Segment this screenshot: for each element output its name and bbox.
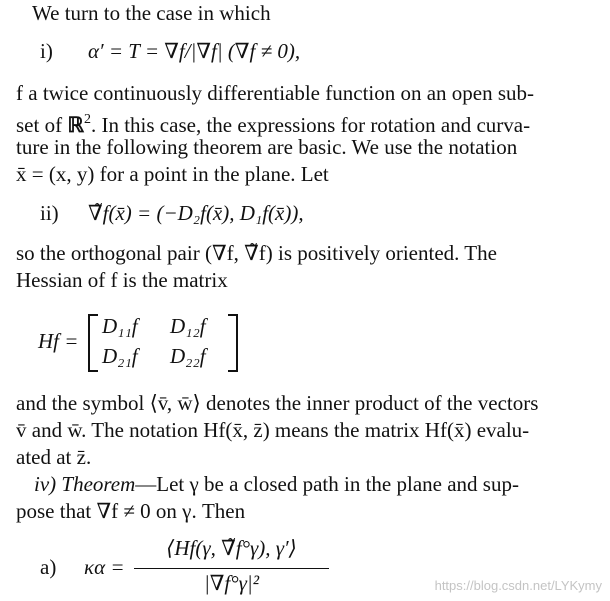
paragraph-line-9: ated at z̄.	[16, 445, 92, 469]
paragraph-line-1: f a twice continuously differentiable function on an open sub-	[16, 81, 535, 105]
equation-i-label: i)	[40, 39, 53, 63]
theorem-line-2: pose that ∇f ≠ 0 on γ. Then	[16, 499, 246, 523]
paragraph-line-2: set of ℝ$^2$. In this case, the expressions for rotation and curva-	[16, 112, 531, 137]
matrix-cell-21: D₂₁f	[102, 344, 138, 368]
fraction-denominator: |∇f°γ|²	[203, 571, 259, 595]
paragraph-line-8: v̄ and w̄. The notation Hf(x̄, z̄) means the matrix Hf(x̄) evalu-	[16, 418, 530, 442]
fraction-bar	[134, 568, 329, 569]
right-bracket	[228, 314, 238, 372]
equation-a-label: a)	[40, 555, 57, 579]
paragraph-line-7: and the symbol ⟨v̄, w̄⟩ denotes the inner product of the vectors	[16, 391, 539, 415]
hessian-matrix	[88, 314, 238, 368]
intro-line: We turn to the case in which	[32, 1, 271, 25]
left-bracket	[88, 314, 98, 372]
equation-ii-label: ii)	[40, 201, 59, 225]
paragraph-line-6: Hessian of f is the matrix	[16, 268, 228, 292]
matrix-cell-11: D₁₁f	[102, 314, 138, 338]
theorem-line-1: iv) Theorem—Let γ be a closed path in the plane and sup-	[34, 472, 519, 496]
curvature-fraction	[134, 536, 329, 596]
fraction-numerator: ⟨Hf(γ, ∇̃f°γ), γ′⟩	[166, 536, 297, 560]
theorem-heading: iv) Theorem	[34, 472, 136, 496]
matrix-cell-22: D₂₂f	[170, 344, 206, 368]
equation-i: α′ = T = ∇f/|∇f| (∇f ≠ 0),	[88, 39, 301, 63]
paragraph-line-4: x̄ = (x, y) for a point in the plane. Let	[16, 162, 329, 186]
paragraph-line-5: so the orthogonal pair (∇f, ∇̃f) is positively oriented. The	[16, 241, 497, 265]
real-numbers-symbol: ℝ	[67, 113, 84, 137]
hessian-label: Hf =	[38, 329, 79, 353]
matrix-cell-12: D₁₂f	[170, 314, 206, 338]
equation-ii: ∇̃f(x̄) = (−D₂f(x̄), D₁f(x̄)),	[88, 201, 304, 225]
paragraph-line-3: ture in the following theorem are basic. We use the notation	[16, 135, 518, 159]
equation-a-lhs: κα =	[84, 555, 125, 579]
watermark: https://blog.csdn.net/LYKymy	[434, 578, 602, 593]
